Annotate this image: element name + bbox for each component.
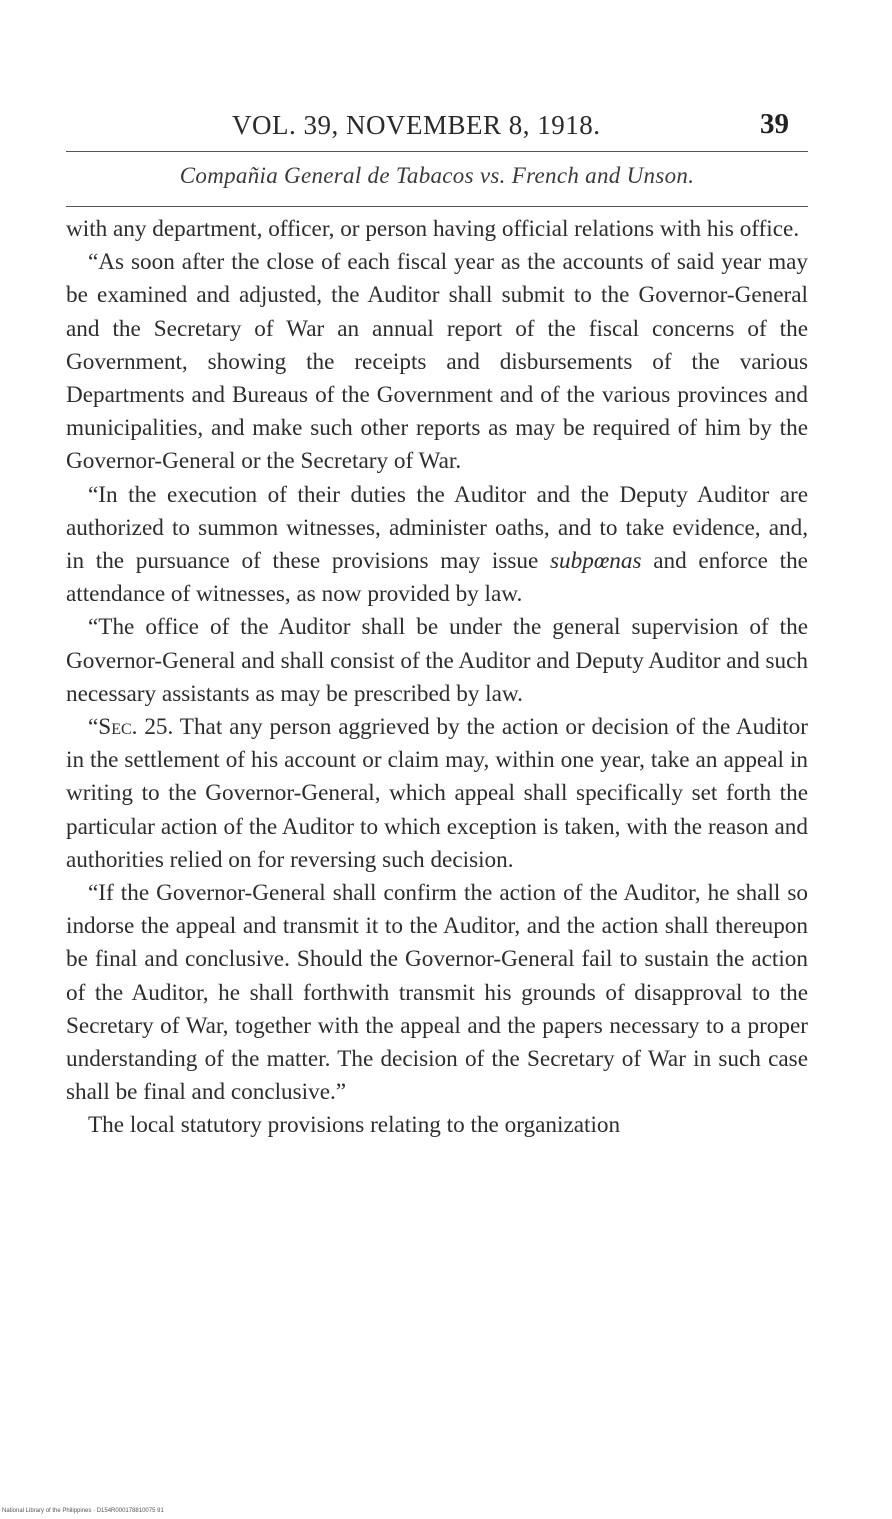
paragraph-office-supervision	[66, 611, 808, 711]
paragraph-text: The local statutory provisions relating to the organization	[88, 1112, 621, 1139]
running-head: VOL. 39, NOVEMBER 8, 1918.	[232, 110, 601, 140]
paragraph-text: “If the Governor-General shall confirm the action of the Auditor, he shall so indorse the appeal and transmit it to the Auditor, and the action shall thereupon be final and conclusive. Should the Governor-General fail to sustain the action of the Auditor, he shall forthwith transmit his grounds of disapproval to the Secretary of War, together with the appeal and the papers necessary to a proper understanding of the matter. The decision of the Secretary of War in such case shall be final and conclusive.”	[66, 880, 808, 1106]
section-label: “Sec.	[88, 714, 138, 741]
header-rule-bottom	[66, 206, 808, 207]
paragraph-text: “As soon after the close of each fiscal year as the accounts of said year may be examined and adjusted, the Auditor shall submit to the Governor-General and the Secretary of War an annual report of the fiscal concerns of the Government, showing the receipts and disbursements of the various Departments and Bureaus of the Government and of the various provinces and municipalities, and make such other reports as may be required of him by the Governor-General or the Secretary of War.	[66, 249, 808, 475]
header-rule-top	[66, 151, 808, 152]
paragraph-text: with any department, officer, or person having official relations with his office.	[66, 216, 800, 242]
page-number: 39	[760, 108, 789, 140]
case-title: Compañia General de Tabacos vs. French and Unson.	[179, 163, 695, 188]
paragraph-text: “The office of the Auditor shall be under the general supervision of the Governor-General and shall consist of the Auditor and Deputy Auditor and such necessary assistants as may be prescribed by law.	[66, 614, 809, 707]
paragraph-text: 25. That any person aggrieved by the action or decision of the Auditor in the settlement of his account or claim may, within one year, take an appeal in writing to the Governor-General, which appeal shall specifically set forth the particular action of the Auditor to which exception is taken, with the reason and authorities relied on for reversing such decision.	[66, 714, 808, 873]
emphasis-subpoenas: subpœnas	[550, 548, 642, 575]
paragraph-governor-confirmation	[66, 877, 808, 1109]
paragraph-continuation	[66, 213, 808, 246]
paragraph-execution-of-duties	[66, 479, 808, 612]
paragraph-text-before: “In the execution of their duties the Auditor and the Deputy Auditor are authorized to summon witnesses, administer oaths, and to take evidence, and, in the pursuance of these provisions may issue	[66, 481, 808, 575]
paragraph-annual-report	[66, 246, 808, 478]
paragraph-section-25	[66, 711, 808, 877]
library-footer-note: National Library of the Philippines · D154R000178810075 91	[2, 1508, 164, 1514]
paragraph-text-after: and enforce the attendance of witnesses, as now provided by law.	[66, 548, 808, 608]
body-text	[66, 213, 808, 1143]
paragraph-local-provisions	[66, 1109, 808, 1142]
